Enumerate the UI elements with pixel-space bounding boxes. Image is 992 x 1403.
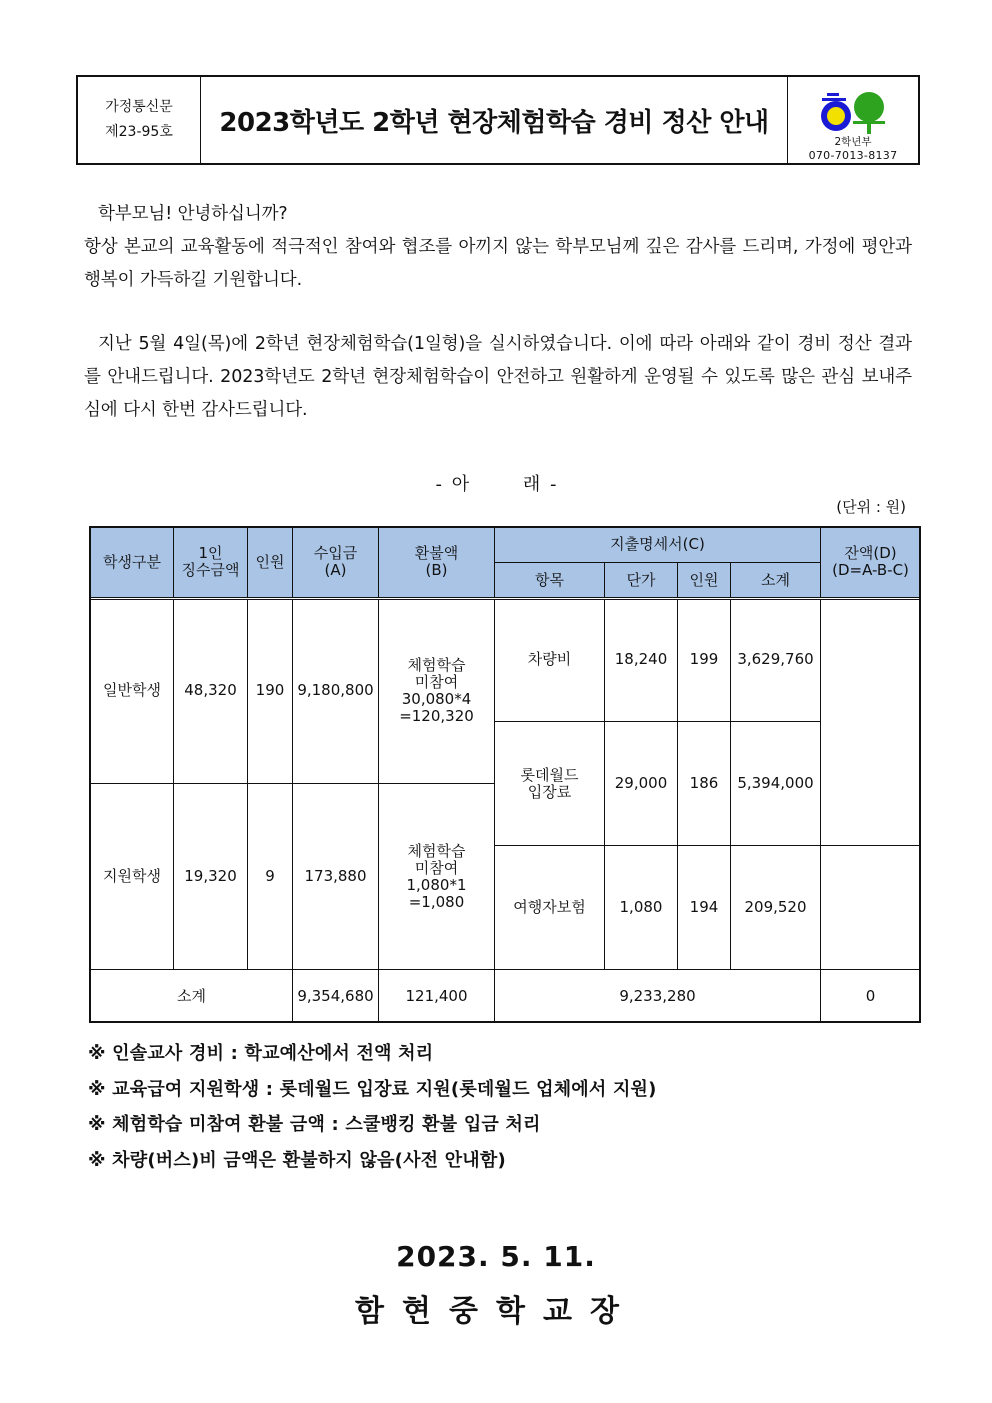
department-name: 2학년부 — [834, 136, 872, 148]
unit-price-cell: 1,080 — [605, 846, 678, 970]
header-per-person-fee: 1인 징수금액 — [174, 527, 248, 598]
count-cell: 190 — [248, 598, 293, 784]
greeting-paragraph — [84, 198, 912, 297]
school-signature: 함현중학교장 — [355, 1294, 637, 1329]
subtotal-cell: 5,394,000 — [731, 722, 821, 846]
header-expense: 지출명세서(C) — [495, 527, 821, 563]
header-refund: 환불액 (B) — [379, 527, 495, 598]
expense-table — [90, 526, 921, 1023]
header-income: 수입금 (A) — [293, 527, 379, 598]
note-item: ※ 체험학습 미참여 환불 금액 : 스쿨뱅킹 환불 입금 처리 — [88, 1114, 541, 1135]
total-refund-cell: 121,400 — [379, 970, 495, 1023]
unit-price-cell: 29,000 — [605, 722, 678, 846]
header-subtotal: 소계 — [731, 563, 821, 598]
notice-number: 제23-95호 — [105, 124, 173, 140]
income-cell: 173,880 — [293, 784, 379, 970]
fee-cell: 48,320 — [174, 598, 248, 784]
notice-number-box — [78, 77, 201, 163]
department-phone: 070-7013-8137 — [808, 149, 898, 162]
total-income-cell: 9,354,680 — [293, 970, 379, 1023]
body-paragraph — [84, 328, 912, 427]
document-header — [76, 75, 920, 165]
notice-type-label: 가정통신문 — [105, 99, 173, 115]
note-item: ※ 인솔교사 경비 : 학교예산에서 전액 처리 — [88, 1043, 434, 1064]
total-balance-cell: 0 — [821, 970, 921, 1023]
expense-count-cell: 194 — [678, 846, 731, 970]
greeting-line: 학부모님! 안녕하십니까? — [98, 204, 288, 224]
total-row — [91, 970, 921, 1023]
unit-label: (단위 : 원) — [836, 498, 906, 516]
section-heading: - 아 래 - — [435, 474, 557, 495]
expense-item-cell: 여행자보험 — [495, 846, 605, 970]
unit-price-cell: 18,240 — [605, 598, 678, 722]
header-student-type: 학생구분 — [91, 527, 174, 598]
balance-cell — [821, 598, 921, 846]
body-text: 지난 5월 4일(목)에 2학년 현장체험학습(1일형)을 실시하였습니다. 이에 따라 아래와 같이 경비 정산 결과를 안내드립니다. 2023학년도 2학년 현장체험학습이 안전하고 원활하게 운영될 수 있도록 많은 관심 보내주심에 다시 한번 감사드립니다. — [84, 334, 912, 420]
total-expense-cell: 9,233,280 — [495, 970, 821, 1023]
header-double-rule — [90, 597, 920, 600]
header-item: 항목 — [495, 563, 605, 598]
table-row — [91, 598, 921, 722]
department-box — [787, 77, 918, 163]
note-item: ※ 교육급여 지원학생 : 롯데월드 입장료 지원(롯데월드 업체에서 지원) — [88, 1078, 657, 1100]
income-cell: 9,180,800 — [293, 598, 379, 784]
school-logo-icon — [818, 90, 888, 136]
expense-item-cell: 롯데월드 입장료 — [495, 722, 605, 846]
notes-list — [88, 1036, 657, 1178]
student-type-cell: 일반학생 — [91, 598, 174, 784]
document-title: 2023학년도 2학년 현장체험학습 경비 정산 안내 — [219, 107, 769, 138]
subtotal-cell: 209,520 — [731, 846, 821, 970]
student-type-cell: 지원학생 — [91, 784, 174, 970]
header-balance: 잔액(D) (D=A-B-C) — [821, 527, 921, 598]
refund-cell: 체험학습 미참여 1,080*1 =1,080 — [379, 784, 495, 970]
count-cell: 9 — [248, 784, 293, 970]
refund-cell: 체험학습 미참여 30,080*4 =120,320 — [379, 598, 495, 784]
issue-date: 2023. 5. 11. — [396, 1240, 596, 1273]
total-label-cell: 소계 — [91, 970, 293, 1023]
expense-count-cell: 186 — [678, 722, 731, 846]
header-unit-price: 단가 — [605, 563, 678, 598]
expense-item-cell: 차량비 — [495, 598, 605, 722]
expense-count-cell: 199 — [678, 598, 731, 722]
subtotal-cell: 3,629,760 — [731, 598, 821, 722]
greeting-text: 항상 본교의 교육활동에 적극적인 참여와 협조를 아끼지 않는 학부모님께 깊은 감사를 드리며, 가정에 평안과 행복이 가득하길 기원합니다. — [84, 237, 912, 290]
note-item: ※ 차량(버스)비 금액은 환불하지 않음(사전 안내함) — [88, 1149, 506, 1171]
header-count: 인원 — [248, 527, 293, 598]
header-expense-count: 인원 — [678, 563, 731, 598]
fee-cell: 19,320 — [174, 784, 248, 970]
